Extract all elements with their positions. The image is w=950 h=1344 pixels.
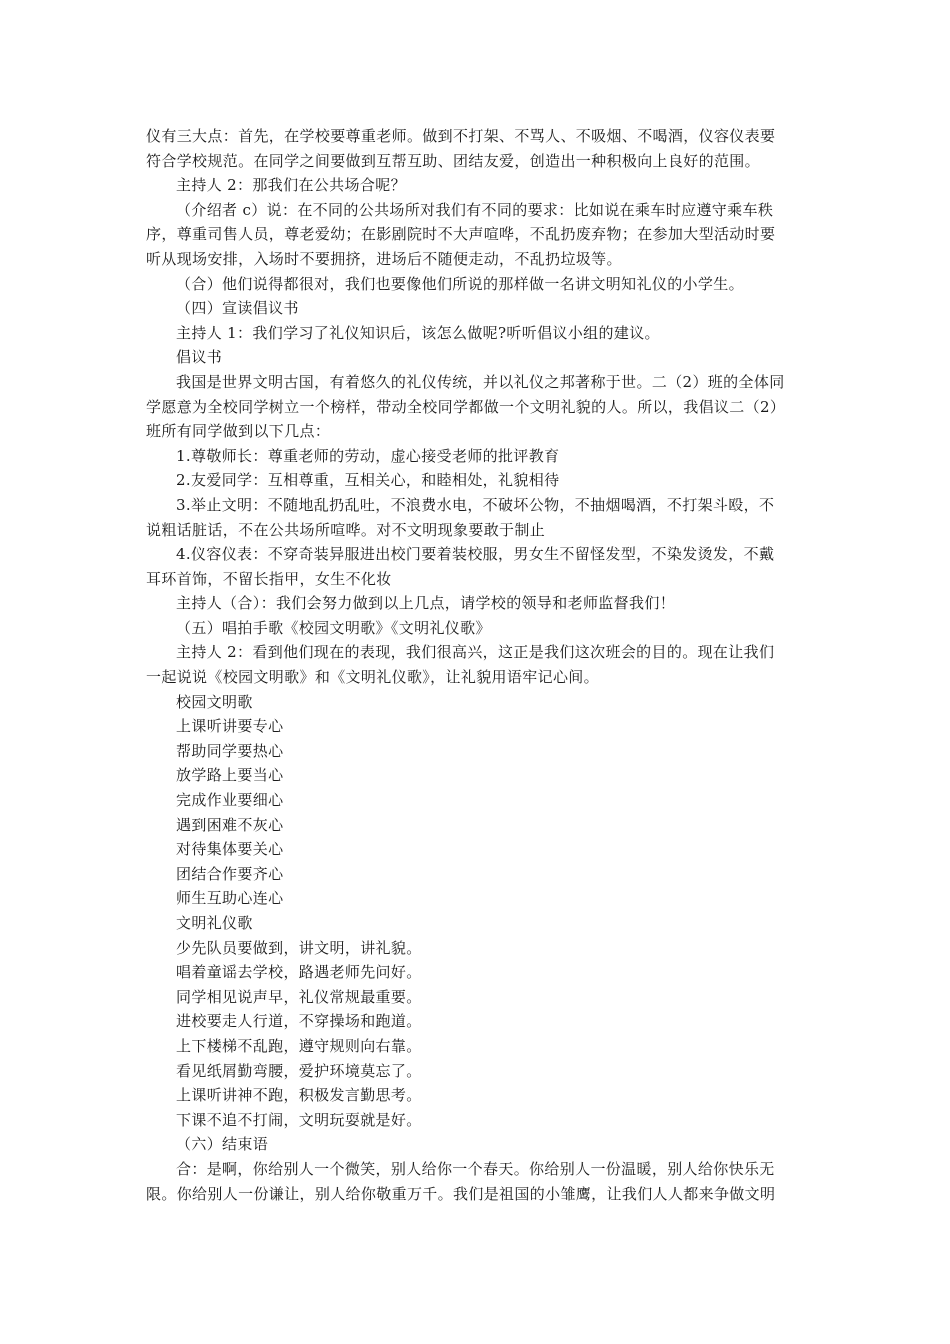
text-line: 帮助同学要热心 (176, 741, 284, 760)
text-line: 4.仪容仪表：不穿奇装异服进出校门要着装校服，男女生不留怪发型，不染发烫发，不戴 (176, 545, 775, 564)
text-line: （合）他们说得都很对，我们也要像他们所说的那样做一名讲文明知礼仪的小学生。 (176, 274, 744, 293)
text-line: 放学路上要当心 (176, 766, 284, 785)
text-line: 主持人 2：看到他们现在的表现，我们很高兴，这正是我们这次班会的目的。现在让我们 (176, 643, 775, 662)
text-line: 我国是世界文明古国，有着悠久的礼仪传统，并以礼仪之邦著称于世。二（2）班的全体同 (176, 372, 785, 391)
text-line: 上课听讲神不跑，积极发言勤思考。 (176, 1086, 422, 1105)
text-line: 耳环首饰，不留长指甲，女生不化妆 (146, 569, 392, 588)
text-line: （四）宣读倡议书 (176, 299, 299, 318)
text-line: 下课不追不打闹，文明玩耍就是好。 (176, 1110, 422, 1129)
text-line: 校园文明歌 (176, 692, 253, 711)
text-line: 看见纸屑勤弯腰，爱护环境莫忘了。 (176, 1061, 422, 1080)
text-line: 序，尊重司售人员，尊老爱幼；在影剧院时不大声喧哗，不乱扔废弃物；在参加大型活动时要 (146, 225, 776, 244)
text-line: 主持人 1：我们学习了礼仪知识后，该怎么做呢?听听倡议小组的建议。 (176, 323, 660, 342)
text-line: 进校要走人行道，不穿操场和跑道。 (176, 1012, 422, 1031)
text-line: 符合学校规范。在同学之间要做到互帮互助、团结友爱，创造出一种积极向上良好的范围。 (146, 151, 761, 170)
text-line: 班所有同学做到以下几点： (146, 422, 331, 441)
document-page (146, 124, 806, 1206)
text-line: 上课听讲要专心 (176, 717, 284, 736)
text-line: 对待集体要关心 (176, 840, 284, 859)
text-line: 少先队员要做到，讲文明，讲礼貌。 (176, 938, 422, 957)
text-line: 3.举止文明：不随地乱扔乱吐，不浪费水电，不破坏公物，不抽烟喝酒，不打架斗殴，不 (176, 495, 775, 514)
text-line: 1.尊敬师长：尊重老师的劳动，虚心接受老师的批评教育 (176, 446, 560, 465)
text-line: 唱着童谣去学校，路遇老师先问好。 (176, 963, 422, 982)
text-line: 师生互助心连心 (176, 889, 284, 908)
text-line: （六）结束语 (176, 1135, 269, 1154)
text-line: 团结合作要齐心 (176, 864, 284, 883)
text-line: 2.友爱同学：互相尊重，互相关心，和睦相处，礼貌相待 (176, 471, 560, 490)
text-line: 倡议书 (176, 348, 223, 367)
text-line: （五）唱拍手歌《校园文明歌》《文明礼仪歌》 (176, 618, 491, 637)
text-line: 一起说说《校园文明歌》和《文明礼仪歌》，让礼貌用语牢记心间。 (146, 668, 600, 687)
text-line: 上下楼梯不乱跑，遵守规则向右靠。 (176, 1036, 422, 1055)
text-line: 合：是啊，你给别人一个微笑，别人给你一个春天。你给别人一份温暖，别人给你快乐无 (176, 1159, 775, 1178)
text-line: 遇到困难不灰心 (176, 815, 284, 834)
text-line: 限。你给别人一份谦让，别人给你敬重万千。我们是祖国的小雏鹰，让我们人人都来争做文明 (146, 1184, 776, 1203)
text-line: 文明礼仪歌 (176, 914, 253, 932)
text-line: 主持人 2：那我们在公共场合呢？ (176, 176, 406, 195)
text-line: 同学相见说声早，礼仪常规最重要。 (176, 987, 422, 1006)
text-line: （介绍者 c）说：在不同的公共场所对我们有不同的要求：比如说在乘车时应遵守乘车秩 (176, 200, 774, 219)
text-line: 主持人（合）：我们会努力做到以上几点，请学校的领导和老师监督我们！ (176, 594, 676, 613)
text-line: 完成作业要细心 (176, 791, 284, 810)
text-line: 说粗话脏话，不在公共场所喧哗。对不文明现象要敢于制止 (146, 520, 546, 539)
text-line: 听从现场安排，入场时不要拥挤，进场后不随便走动，不乱扔垃圾等。 (146, 249, 622, 268)
text-line: 仪有三大点：首先，在学校要尊重老师。做到不打架、不骂人、不吸烟、不喝酒，仪容仪表要 (146, 127, 776, 145)
text-line: 学愿意为全校同学树立一个榜样，带动全校同学都做一个文明礼貌的人。所以，我倡议二（2） (146, 397, 786, 416)
